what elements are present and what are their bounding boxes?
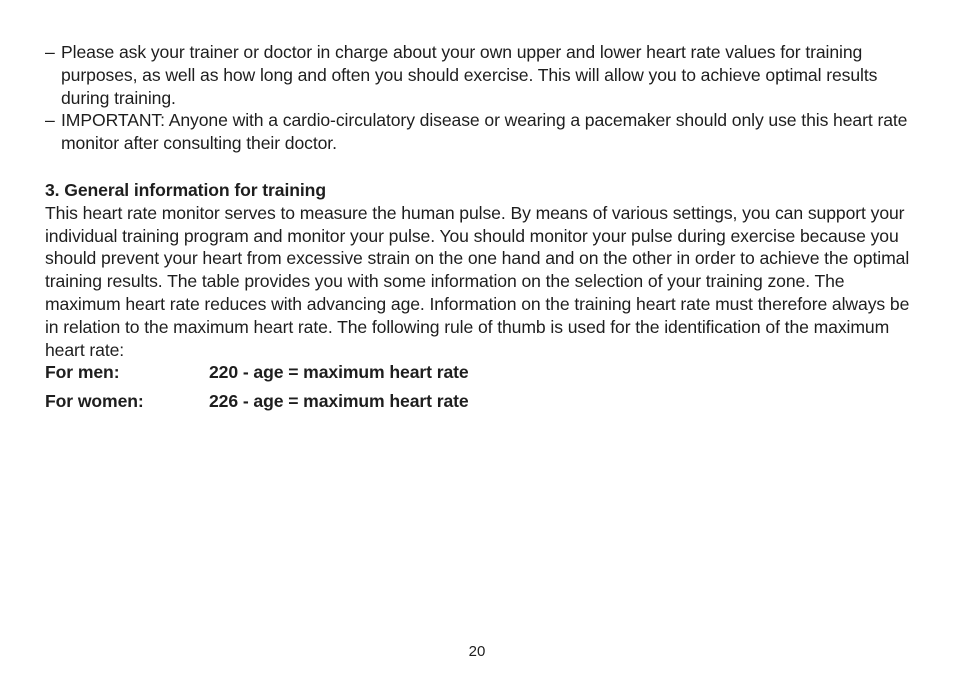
rule-row-men	[45, 361, 911, 384]
rule-row-women	[45, 390, 911, 413]
document-page	[45, 41, 911, 413]
section-heading: 3. General information for training	[45, 179, 326, 200]
bullet-dash: –	[45, 42, 55, 62]
page-number: 20	[468, 643, 486, 660]
bullet-text: Please ask your trainer or doctor in charge about your own upper and lower heart rate values for training purposes, as well as how long and often you should exercise. This will allow you to achieve optimal results during training.	[61, 42, 878, 108]
bullet-dash: –	[45, 110, 55, 131]
bullet-item-trainer-advice	[45, 41, 911, 109]
bullet-text: IMPORTANT: Anyone with a cardio-circulatory disease or wearing a pacemaker should only use this heart rate monitor after consulting their doctor.	[61, 110, 908, 154]
bullet-item-important-warning	[45, 109, 911, 155]
rule-formula: 226 - age = maximum heart rate	[209, 391, 469, 412]
bullet-list	[45, 41, 911, 155]
rule-label: For men:	[45, 362, 120, 383]
section-body: This heart rate monitor serves to measure the human pulse. By means of various settings, you can support your individual training program and monitor your pulse. You should monitor your pulse during exercise because you should prevent your heart from excessive strain on the one hand and on the other in order to achieve the optimal training results. The table provides you with some information on the selection of your training zone. The maximum heart rate reduces with advancing age. Information on the training heart rate must therefore always be in relation to the maximum heart rate. The following rule of thumb is used for the identification of the maximum heart rate:	[45, 202, 910, 360]
rule-label: For women:	[45, 391, 144, 412]
rule-formula: 220 - age = maximum heart rate	[209, 362, 469, 383]
